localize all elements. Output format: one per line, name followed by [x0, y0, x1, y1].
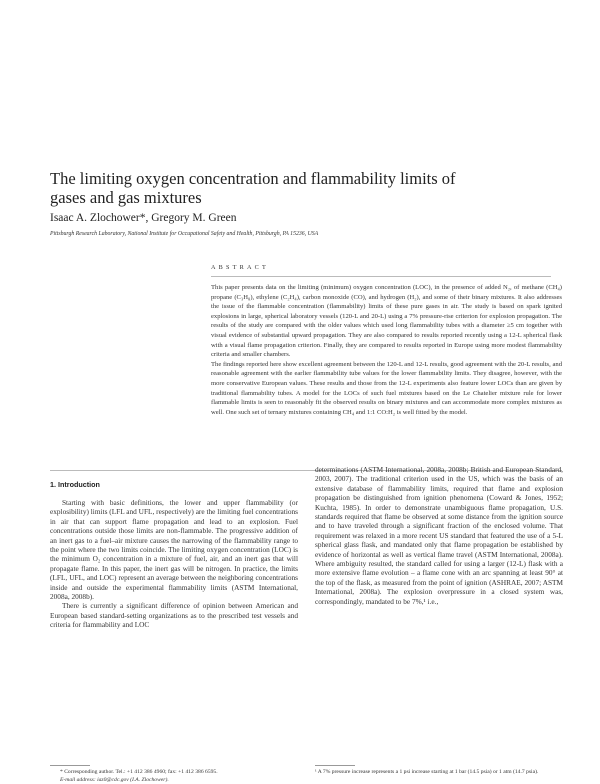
footnote-divider	[50, 765, 90, 766]
section-heading: 1. Introduction	[50, 480, 100, 489]
body-paragraph: Starting with basic definitions, the lower and upper flammability (or explosibility) limits (LFL and UFL, respectively) are the limiting fuel concentrations in air that can support flame propagation and lead to an explosion. Fuel concentrations outside those limits are non-flammable. The progressive addition of an inert gas to a fuel–air mixture causes the narrowing of the flammability range to the point where the two limits coincide. The limiting oxygen concentration (LOC) is the minimum O₂ concentration in a mixture of fuel, air, and an inert gas that will propagate flame. In this paper, the inert gas will be nitrogen. In practice, the limits (LFL, UFL, and LOC) represent an average between the neighboring concentrations inside and outside the experimental flammability limits (ASTM International, 2008a, 2008b).	[50, 498, 298, 602]
body-column-right	[315, 465, 563, 606]
abstract-paragraph-2: The findings reported here show excellent agreement between the 120-L and 12-L results, good agreement with the 20-L results, and reasonable agreement with the earlier flammability tube values for the lower flammability limits. They disagree, however, with the more conservative European values. These results and those from the 12-L experiments also feature lower LOCs than are given by traditional flammability tubes. A model for the LOCs of such fuel mixtures based on the Le Chatelier mixture rule for lower flammable limits is seen to reasonably fit the observed results on binary mixtures and can accommodate more complex mixtures as well. One such set of ternary mixtures containing CH₄ and 1:1 CO:H₂ is well fitted by the model.	[211, 360, 562, 416]
footnote-divider	[315, 765, 355, 766]
footnote-email: E-mail address: iaz0@cdc.gov (I.A. Zlochower).	[60, 777, 169, 783]
abstract-divider	[211, 276, 551, 277]
abstract-body	[211, 283, 562, 417]
footnote-corresponding-author: * Corresponding author. Tel.: +1 412 386 4960; fax: +1 412 386 6595.	[60, 769, 218, 775]
body-paragraph: There is currently a significant difference of opinion between American and European based standard-setting organizations as to the prescribed test vessels and criteria for flammability and LOC	[50, 601, 298, 630]
paper-title: The limiting oxygen concentration and flammability limits of gases and gas mixtures	[50, 169, 456, 207]
footnote-left	[60, 768, 290, 784]
affiliation: Pittsburgh Research Laboratory, National Institute for Occupational Safety and Health, Pittsburgh, PA 15236, USA	[50, 231, 319, 237]
footnote-right: ¹ A 7% pressure increase represents a 1 psi increase starting at 1 bar (14.5 psia) or 1 atm (14.7 psia).	[315, 769, 539, 775]
author-list: Isaac A. Zlochower*, Gregory M. Green	[50, 212, 237, 224]
abstract-heading: ABSTRACT	[211, 264, 269, 271]
body-column-left	[50, 498, 298, 630]
abstract-paragraph-1: This paper presents data on the limiting (minimum) oxygen concentration (LOC), in the presence of added N₂, of methane (CH₄) propane (C₃H₈), ethylene (C₂H₄), carbon monoxide (CO), and hydrogen (H₂), and some of their binary mixtures. It also addresses the issue of the flammable concentration (flammability) limits of these pure gases in air. The study is based on spark ignited explosions in large, spherical laboratory vessels (120-L and 20-L) using a 7% pressure-rise criterion for explosion propagation. The results of the study are compared with the older values which used long flammability tubes with a diameter ≥5 cm together with visual evidence of substantial upward propagation. They are also compared to results reported recently using a 12-L spherical flask with a visual flame propagation criterion. Finally, they are compared to results reported in Europe using more modest flammability criteria and smaller chambers.	[211, 284, 562, 359]
body-paragraph: determinations (ASTM International, 2008a, 2008b; British and European Standard, 2003, 2007). The traditional criterion used in the US, which was the basis of an extensive database of flammability limits, required that flame and explosion propagation be distinguished from ignition phenomena (Coward & Jones, 1952; Kuchta, 1985). In order to demonstrate unambiguous flame propagation, U.S. standards required that flame be observed at some distance from the ignition source and to have traveled through a significant fraction of the enclosed volume. That requirement was relaxed in a more recent US standard that featured the use of a 5-L spherical glass flask, and mandated only that flame propagation be established by evidence of horizontal as well as vertical flame travel (ASTM International, 2008a). Where ambiguity resulted, the standard called for using a larger (12-L) flask with a more extensive flame evolution – a flame cone with an arc spanning at least 90° at the top of the flask, as measured from the point of ignition (ASHRAE, 2007; ASTM International, 2008a). The explosion overpressure in a closed system was, correspondingly, mandated to be 7%,¹ i.e.,	[315, 465, 563, 606]
